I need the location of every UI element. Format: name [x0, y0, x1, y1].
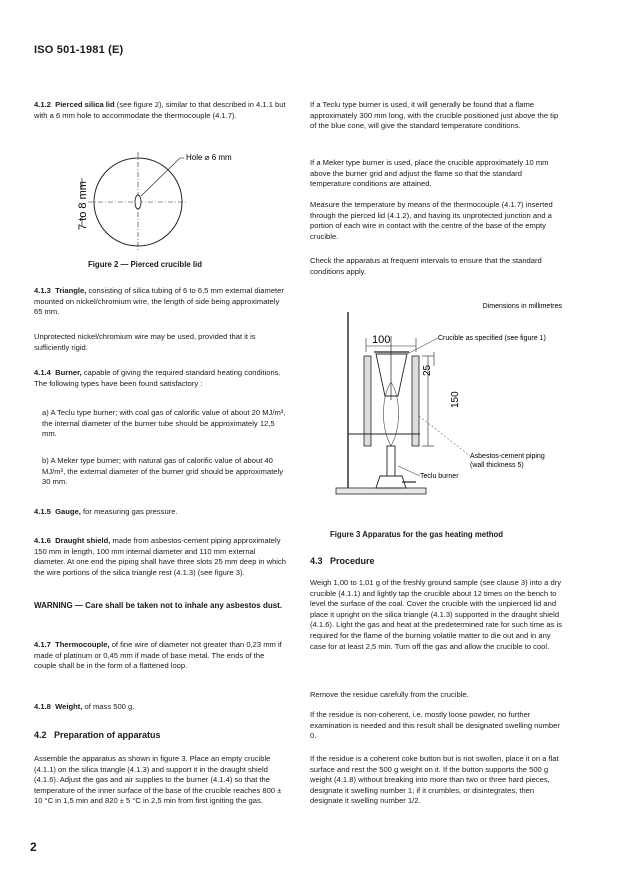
paragraph-check: Check the apparatus at frequent intervals to ensure that the standard conditions apply.	[310, 256, 542, 276]
section-4-1-7	[34, 640, 286, 672]
section-4-1-3	[34, 286, 286, 318]
section-4-1-2	[34, 100, 286, 121]
section-heading: Gauge,	[55, 507, 81, 516]
paragraph-non-coherent: If the residue is non-coherent, i.e. mostly loose powder, no further examination is needed and this result shall be designated swelling number 0.	[310, 710, 560, 741]
section-4-1-6	[34, 536, 286, 578]
list-item-a: a) A Teclu type burner; with coal gas of calorific value of about 20 MJ/m³, the internal diameter of the burner tube should be approximately 12,5 mm.	[42, 408, 286, 439]
crucible-label: Crucible as specified (see figure 1)	[438, 335, 546, 342]
section-heading: Triangle,	[55, 286, 87, 295]
section-heading: Procedure	[330, 556, 375, 566]
dimension-100: 100	[372, 334, 391, 346]
section-text: for measuring gas pressure.	[83, 507, 178, 516]
section-text: capable of giving the required standard heating conditions. The following types have been found satisfactory :	[34, 368, 281, 388]
section-heading: Burner,	[55, 368, 82, 377]
section-number: 4.1.2	[34, 100, 51, 109]
section-heading: Draught shield,	[55, 536, 111, 545]
dimension-150: 150	[450, 391, 461, 408]
section-number: 4.1.6	[34, 536, 51, 545]
section-number: 4.3	[310, 556, 323, 566]
section-number: 4.2	[34, 730, 47, 740]
section-4-2-heading	[34, 730, 161, 740]
warning-text: WARNING — Care shall be taken not to inhale any asbestos dust.	[34, 601, 283, 610]
section-number: 4.1.4	[34, 368, 51, 377]
burner-label: Teclu burner	[420, 473, 459, 480]
section-text: of mass 500 g.	[84, 702, 135, 711]
list-item-b: b) A Meker type burner; with natural gas of calorific value of about 40 MJ/m³, the external diameter of the burner grid should be approximately 30 mm.	[42, 456, 284, 487]
section-heading: Preparation of apparatus	[54, 730, 161, 740]
paragraph-4-1-3b: Unprotected nickel/chromium wire may be used, provided that it is sufficiently rigid.	[34, 332, 256, 352]
section-number: 4.1.7	[34, 640, 51, 649]
paragraph-procedure: Weigh 1,00 to 1,01 g of the freshly ground sample (see clause 3) into a dry crucible (4.1.1) and lightly tap the crucible about 12 times on the bench to level the surface of the coal. Cover the crucible with the unpierced lid and place it upright on the silica triangle (4.1.3) supported in the draught shield (4.1.6). Light the gas and heat at the predetermined rate for such time as is required for the flame of the burning volatile matter to die out and in any case for at least 2,5 min. Turn off the gas and allow the crucible to cool.	[310, 578, 563, 651]
section-number: 4.1.3	[34, 286, 51, 295]
hole-label: Hole ⌀ 6 mm	[186, 153, 232, 162]
wall-thickness-label: (wall thickness 5)	[470, 462, 524, 469]
page-number: 2	[30, 840, 37, 854]
section-text: (see figure 2), similar to that described in 4.1.1 but with a 6 mm hole to accommodate the thermocouple (4.1.7).	[34, 100, 286, 120]
figure-2-caption: Figure 2 — Pierced crucible lid	[88, 260, 202, 269]
paragraph-measure: Measure the temperature by means of the thermocouple (4.1.7) inserted through the pierced lid (4.1.2), and having its unprotected junction and a portion of each wire in contact with the centre of the base of the empty crucible.	[310, 200, 553, 241]
lid-thickness-label: 7 to 8 mm	[77, 181, 89, 230]
figure-3-caption: Figure 3 Apparatus for the gas heating method	[330, 530, 503, 539]
section-text: made from asbestos-cement piping approximately 150 mm in length, 100 mm internal diameter and 110 mm external diameter. At one end the piping shall have three slots 25 mm deep in which the wire portions of the silica triangle rest (4.1.3) (see figure 3).	[34, 536, 287, 577]
paragraph-remove: Remove the residue carefully from the crucible.	[310, 690, 469, 699]
figure-3-apparatus	[310, 296, 568, 522]
paragraph-4-2: Assemble the apparatus as shown in figure 3. Place an empty crucible (4.1.1) on the silica triangle (4.1.3) and support it in the draught shield (4.1.6). Adjust the gas and air supplies to the burner (4.1.4) so that the temperature of the inner surface of the base of the crucible reaches 800 ± 10 °C in 1,5 min and 820 ± 5 °C in 2,5 min from first igniting the gas.	[34, 754, 282, 806]
paragraph-teclu: If a Teclu type burner is used, it will generally be found that a flame approximately 300 mm long, with the crucible positioned just above the tip of the blue cone, will give the standard temperature conditions.	[310, 100, 559, 131]
page-header: ISO 501-1981 (E)	[34, 44, 124, 56]
section-number: 4.1.8	[34, 702, 51, 711]
section-4-1-5	[34, 507, 286, 518]
dimension-25: 25	[422, 364, 433, 376]
section-number: 4.1.5	[34, 507, 51, 516]
section-text: consisting of silica tubing of 6 to 6,5 mm external diameter mounted on nickel/chromium wire, the length of side being approximately 65 mm.	[34, 286, 284, 317]
section-heading: Pierced silica lid	[55, 100, 115, 109]
section-heading: Thermocouple,	[55, 640, 110, 649]
paragraph-meker: If a Meker type burner is used, place the crucible approximately 10 mm above the burner grid and adjust the flame so that the standard temperature conditions are attained.	[310, 158, 549, 189]
figure-2-pierced-lid	[60, 146, 280, 266]
dimensions-note: Dimensions in millimetres	[482, 303, 562, 310]
section-4-3-heading	[310, 556, 375, 566]
paragraph-coherent: If the residue is a coherent coke button but is not swollen, place it on a flat surface and rest the 500 g weight on it. If the button supports the 500 g weight (4.1.8) without breaking into more than two or three hard pieces, designate it swelling number 1; if it crumbles, or disintegrates, then designate it swelling number 1/2.	[310, 754, 559, 806]
section-4-1-4	[34, 368, 286, 389]
section-heading: Weight,	[55, 702, 83, 711]
asbestos-label: Asbestos-cement piping	[470, 453, 545, 460]
section-4-1-8	[34, 702, 286, 713]
section-text: of fine wire of diameter not greater than 0,23 mm if made of platinum or 0,45 mm if made of base metal. The ends of the couple shall be in the form of a flattened loop.	[34, 640, 282, 671]
